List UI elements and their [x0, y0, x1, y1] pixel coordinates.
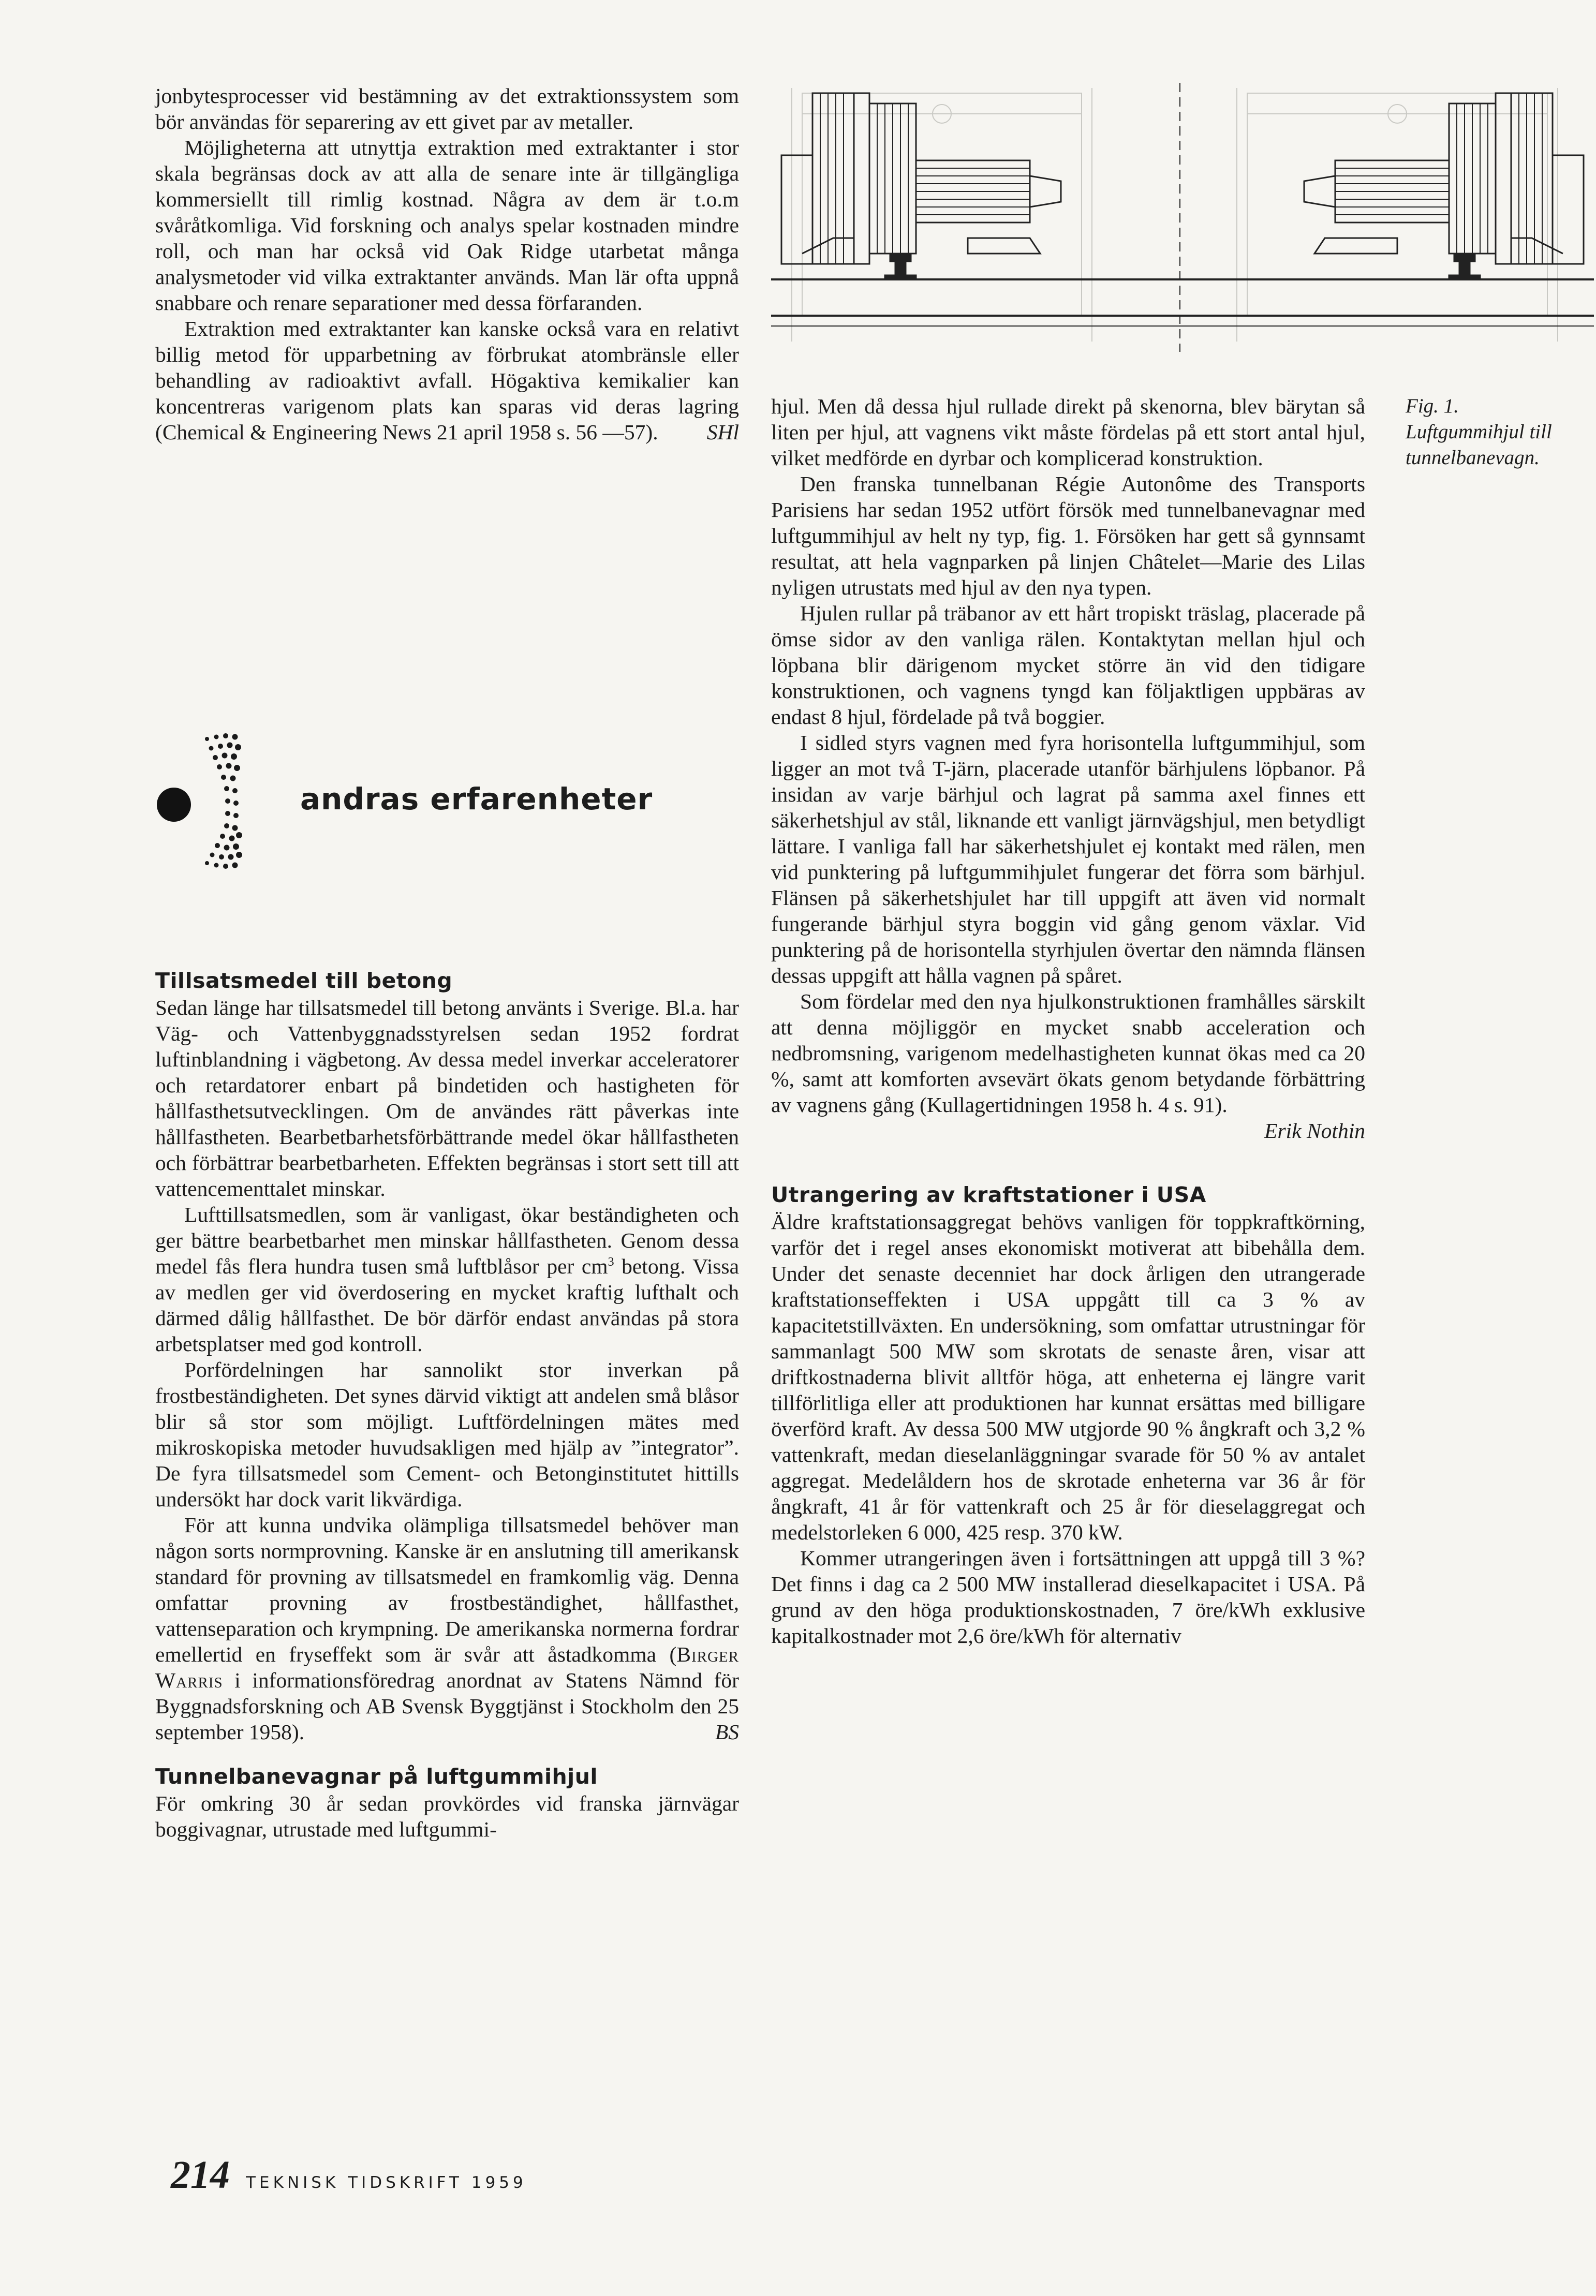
right-column — [771, 393, 1365, 1649]
article-title-betong: Tillsatsmedel till betong — [155, 968, 453, 993]
section-banner — [155, 724, 739, 875]
author-signature: SHl — [706, 420, 739, 444]
continuation-paragraph: Möjligheterna att utnyttja extraktion med extraktanter i stor skala begränsas dock av att alla de senare inte är tillgängliga kommersiellt till rimlig kostnad. Några av dem är t.o.m svåråtkomliga. Vid forskning och analys spelar kostnaden mindre roll, och man har också vid Oak Ridge utarbetat många analysmetoder vid vilka extraktanter används. Man lär ofta uppnå snabbare och renare separationer med dessa förfaranden. — [155, 136, 739, 315]
article-paragraph: För omkring 30 år sedan provkördes vid franska järnvägar boggivagnar, utrustade med luftgummi- — [155, 1791, 739, 1841]
page-footer — [171, 2153, 527, 2198]
author-name: Birger Warris — [155, 1642, 739, 1692]
article-title-kraftstationer: Utrangering av kraftstationer i USA — [771, 1182, 1206, 1207]
article-title-tunnelbana: Tunnelbanevagnar på luftgummihjul — [155, 1764, 598, 1789]
figure-wheel-drawing — [771, 83, 1594, 373]
article-paragraph: Äldre kraftstationsaggregat behövs vanligen för toppkraftkörning, varför det i regel anses ekonomiskt motiverat att bibehålla dem. Under det senaste decenniet har dock årligen den utrangerade kraftstationseffekten i USA uppgått till ca 3 % av kapacitetstillväxten. En undersökning, som omfattar utrustningar för sammanlagt 500 MW som skrotats de senaste åren, visar att driftkostnaderna blivit alltför höga, att enheterna ej längre varit tillförlitliga eller att produktionen har kunnat ersättas med billigare överförd kraft. Av dessa 500 MW utgjorde 90 % ångkraft och 3,2 % vattenkraft, medan dieselanläggningar svarade för 50 % av antalet aggregat. Medelåldern hos de skrotade enheterna var 36 år för ångkraft, 41 år för vattenkraft och 25 år för dieselaggregat och medelstorleken 6 000, 425 resp. 370 kW. — [771, 1210, 1365, 1544]
article-paragraph: I sidled styrs vagnen med fyra horisontella luftgummihjul, som ligger an mot två T-järn, placerade utanför bärhjulens löpbanor. På insidan av varje bärhjul och lagrat på samma axel finnes ett säkerhetshjul av stål, liknande ett vanligt järnvägshjul, men betydligt lättare. I vanliga fall har säkerhetshjulet ej kontakt med rälen, men vid punktering på luftgummihjulet fungerar det förra som bärhjul. Flänsen på säkerhetshjulet har till uppgift att även vid normalt fungerande bärhjul styra boggin vid gång genom växlar. Vid punktering på de horisontella styrhjulen övertar den nämnda flänsen dessas uppgift att hålla vagnen på spåret. — [771, 731, 1365, 987]
article-paragraph: Kommer utrangeringen även i fortsättningen att uppgå till 3 %? Det finns i dag ca 2 500 MW installerad dieselkapacitet i USA. På grund av den höga produktionskostnaden, 7 öre/kWh exklusive kapitalkostnader mot 2,6 öre/kWh för alternativ — [771, 1546, 1365, 1648]
article-paragraph: Sedan länge har tillsatsmedel till betong använts i Sverige. Bl.a. har Väg- och Vattenbyggnadsstyrelsen sedan 1952 fordrat luftinblandning i vägbetong. Av dessa medel inverkar acceleratorer och retardatorer enbart på bindetiden och hastigheten för hållfasthetsutvecklingen. Om de användes rätt påverkas inte hållfastheten. Bearbetbarhetsförbättrande medel ökar hållfastheten och förbättrar bearbetbarheten. Effekten begränsas i stort sett till att vattencementtalet minskar. — [155, 996, 739, 1201]
section-banner-title: andras erfarenheter — [300, 781, 653, 817]
article-paragraph: Porfördelningen har sannolikt stor inverkan på frostbeständigheten. Det synes därvid viktigt att andelen små blåsor blir så stor som möjligt. Luftfördelningen mätes med mikroskopiska metoder huvudsakligen med hjälp av ”integrator”. De fyra tillsatsmedel som Cement- och Betonginstitutet hittills undersökt har dock varit likvärdiga. — [155, 1358, 739, 1511]
bogie-wheel-diagram-icon — [771, 83, 1594, 373]
continuation-paragraph: jonbytesprocesser vid bestämning av det extraktionssystem som bör användas för separering av ett givet par av metaller. — [155, 84, 739, 134]
section-dot-ornament-icon — [155, 724, 311, 875]
author-signature: BS — [715, 1720, 739, 1744]
article-paragraph: Den franska tunnelbanan Régie Autonôme des Transports Parisiens har sedan 1952 utfört försök med tunnelbanevagnar med luftgummihjul av helt ny typ, fig. 1. Försöken har gett så gynnsamt resultat, att hela vagnparken på linjen Châtelet—Marie des Lilas nyligen utrustats med hjul av den nya typen. — [771, 472, 1365, 599]
article-paragraph: För att kunna undvika olämpliga tillsatsmedel behöver man någon sorts normprovning. Kanske är en anslutning till amerikansk standard för provning av tillsatsmedel en framkomlig väg. Denna omfattar provning av frostbeständighet, hållfasthet, vattenseparation och krympning. De amerikanska normerna fordrar emellertid en fryseffekt som är svår att åstadkomma (Birger Warris i informationsföredrag anordnat av Statens Nämnd för Byggnadsforskning och AB Svensk Byggtjänst i Stockholm den 25 september 1958). BS — [155, 1513, 739, 1744]
page-number: 214 — [171, 2153, 230, 2197]
article-paragraph: Som fördelar med den nya hjulkonstruktionen framhålles särskilt att denna möjliggör en mycket snabb acceleration och nedbromsning, varigenom medelhastigheten kunnat ökas med ca 20 %, samt att komforten avsevärt ökats genom betydande förbättring av vagnens gång (Kullagertidningen 1958 h. 4 s. 91). — [771, 989, 1365, 1117]
left-column-articles — [155, 967, 739, 1842]
continuation-paragraph: Extraktion med extraktanter kan kanske också vara en relativt billig metod för upparbetning av förbrukat atombränsle eller behandling av radioaktivt avfall. Högaktiva kemikalier kan koncentreras varigenom plats kan sparas vid deras lagring (Chemical & Engineering News 21 april 1958 s. 56 —57). SHl — [155, 317, 739, 444]
left-column — [155, 83, 739, 445]
author-signature: Erik Nothin — [1264, 1119, 1365, 1143]
article-paragraph: hjul. Men då dessa hjul rullade direkt på skenorna, blev bärytan så liten per hjul, att vagnens vikt måste fördelas på ett stort antal hjul, vilket medförde en dyrbar och komplicerad konstruktion. — [771, 394, 1365, 470]
article-paragraph: Lufttillsatsmedlen, som är vanligast, ökar beständigheten och ger bättre bearbetbarhet men minskar hållfastheten. Genom dessa medel fås flera hundra tusen små luftblåsor per $cm^3$ betong. Vissa av medlen ger vid överdosering en mycket kraftig lufthalt och därmed dålig hållfasthet. De bör därför endast användas på stora arbetsplatser med god kontroll. — [155, 1203, 739, 1356]
figure-caption: Fig. 1. Luftgummihjul till tunnelbanevagn. — [1406, 395, 1552, 469]
journal-name: TEKNISK TIDSKRIFT 1959 — [246, 2173, 527, 2192]
article-paragraph: Hjulen rullar på träbanor av ett hårt tropiskt träslag, placerade på ömse sidor av den vanliga rälen. Kontaktytan mellan hjul och löpbana blir därigenom mycket större än vid den tidigare konstruktionen, och vagnens tyngd kan följaktligen uppbäras av endast 8 hjul, fördelade på två boggier. — [771, 601, 1365, 729]
